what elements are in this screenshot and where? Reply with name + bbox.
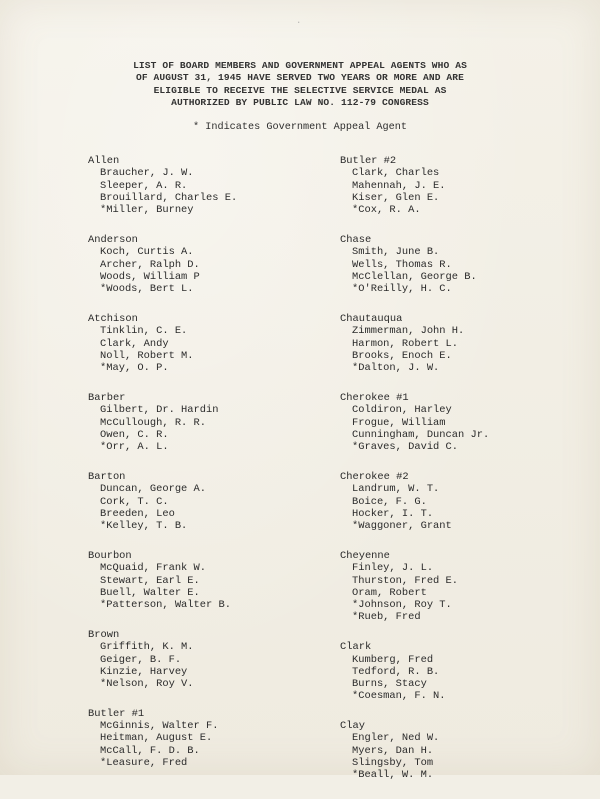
county-name: Allen <box>88 155 120 167</box>
member-name: Geiger, B. F. <box>100 653 182 666</box>
member-name: *Leasure, Fred <box>100 757 188 770</box>
member-name: Duncan, George A. <box>100 483 207 496</box>
county-name: Anderson <box>88 233 138 246</box>
member-name: *Cox, R. A. <box>352 204 421 217</box>
member-name: Oram, Robert <box>352 586 427 599</box>
header-line-4: AUTHORIZED BY PUBLIC LAW NO. 112-79 CONGRESS <box>171 97 429 109</box>
county-name: Chautauqua <box>340 312 403 325</box>
member-name: *Dalton, J. W. <box>352 362 440 375</box>
member-name: Tinklin, C. E. <box>100 325 188 338</box>
member-name: *Johnson, Roy T. <box>352 599 452 612</box>
member-name: Owen, C. R. <box>100 428 169 441</box>
member-name: Cork, T. C. <box>100 495 169 508</box>
county-block <box>88 550 328 611</box>
county-name: Cheyenne <box>340 549 390 562</box>
member-name: *O'Reilly, H. C. <box>352 283 452 296</box>
member-name: Kinzie, Harvey <box>100 665 188 678</box>
county-block <box>88 313 328 374</box>
county-block <box>340 155 580 216</box>
member-name: Boice, F. G. <box>352 495 427 508</box>
member-name: *Beall, W. M. <box>352 769 434 782</box>
member-name: Noll, Robert M. <box>100 349 194 362</box>
member-name: Griffith, K. M. <box>100 641 194 654</box>
county-block <box>340 471 580 532</box>
county-block <box>340 234 580 295</box>
county-block <box>88 471 328 532</box>
county-name: Chase <box>340 233 372 246</box>
member-name: Clark, Andy <box>100 337 169 350</box>
county-block <box>88 392 328 453</box>
county-name: Atchison <box>88 312 138 325</box>
legend-note: * Indicates Government Appeal Agent <box>193 122 407 133</box>
member-name: Smith, June B. <box>352 246 440 259</box>
county-block <box>340 392 580 453</box>
member-name: Mahennah, J. E. <box>352 179 446 192</box>
member-name: Koch, Curtis A. <box>100 246 194 259</box>
member-name: Kiser, Glen E. <box>352 191 440 204</box>
member-name: Cunningham, Duncan Jr. <box>352 428 490 441</box>
county-name: Cherokee #2 <box>340 470 409 483</box>
county-block <box>340 720 580 781</box>
header-line-3: ELIGIBLE TO RECEIVE THE SELECTIVE SERVICE MEDAL AS <box>153 84 447 96</box>
county-name: Cherokee #1 <box>340 391 409 404</box>
county-name: Brown <box>88 628 120 641</box>
member-name: Myers, Dan H. <box>352 744 434 757</box>
member-name: Kumberg, Fred <box>352 653 434 666</box>
header-line-1: LIST OF BOARD MEMBERS AND GOVERNMENT APPEAL AGENTS WHO AS <box>133 60 467 71</box>
member-name: Burns, Stacy <box>352 678 427 691</box>
county-name: Barber <box>88 391 126 404</box>
county-block <box>88 629 328 690</box>
member-name: Buell, Walter E. <box>100 586 200 599</box>
member-name: *Nelson, Roy V. <box>100 678 194 691</box>
member-name: Wells, Thomas R. <box>352 258 452 271</box>
county-block <box>88 234 328 295</box>
member-name: Gilbert, Dr. Hardin <box>100 404 219 417</box>
header-line-2: OF AUGUST 31, 1945 HAVE SERVED TWO YEARS OR MORE AND ARE <box>135 72 464 84</box>
member-name: Braucher, J. W. <box>100 167 194 180</box>
member-name: Slingsby, Tom <box>352 757 434 770</box>
county-name: Clay <box>340 720 365 733</box>
member-name: Frogue, William <box>352 416 446 429</box>
paper-speck: · <box>296 18 302 28</box>
member-name: Brooks, Enoch E. <box>352 349 452 362</box>
member-name: Breeden, Leo <box>100 507 175 520</box>
member-name: McGinnis, Walter F. <box>100 720 219 733</box>
member-name: McQuaid, Frank W. <box>100 562 207 575</box>
member-name: Heitman, August E. <box>100 732 213 745</box>
member-name: Brouillard, Charles E. <box>100 191 238 204</box>
member-name: Clark, Charles <box>352 167 440 180</box>
member-name: *Miller, Burney <box>100 204 194 217</box>
member-name: *Coesman, F. N. <box>352 690 446 703</box>
county-name: Barton <box>88 470 126 483</box>
member-name: Archer, Ralph D. <box>100 258 200 271</box>
member-name: McClellan, George B. <box>352 270 477 283</box>
county-block <box>340 313 580 374</box>
county-block <box>88 708 328 769</box>
member-name: Coldiron, Harley <box>352 404 452 417</box>
member-name: *Orr, A. L. <box>100 441 169 454</box>
member-name: *Woods, Bert L. <box>100 283 194 296</box>
county-name: Bourbon <box>88 549 132 562</box>
document-header <box>100 60 500 110</box>
member-name: Engler, Ned W. <box>352 732 440 745</box>
member-name: *May, O. P. <box>100 362 169 375</box>
member-name: McCullough, R. R. <box>100 416 207 429</box>
member-name: Stewart, Earl E. <box>100 574 200 587</box>
member-name: Finley, J. L. <box>352 562 434 575</box>
member-name: Woods, William P <box>100 270 200 283</box>
county-block <box>340 550 580 624</box>
county-name: Butler #2 <box>340 155 397 167</box>
member-name: Sleeper, A. R. <box>100 179 188 192</box>
member-name: *Kelley, T. B. <box>100 520 188 533</box>
county-block <box>88 155 328 216</box>
left-column <box>88 155 328 787</box>
member-name: *Rueb, Fred <box>352 611 421 624</box>
member-name: Zimmerman, John H. <box>352 325 465 338</box>
member-name: Hocker, I. T. <box>352 507 434 520</box>
member-name: Landrum, W. T. <box>352 483 440 496</box>
member-name: Thurston, Fred E. <box>352 574 459 587</box>
county-name: Butler #1 <box>88 707 145 720</box>
member-name: *Waggoner, Grant <box>352 520 452 533</box>
member-name: McCall, F. D. B. <box>100 744 200 757</box>
member-name: Harmon, Robert L. <box>352 337 459 350</box>
member-name: *Patterson, Walter B. <box>100 599 231 612</box>
county-block <box>340 641 580 702</box>
member-name: *Graves, David C. <box>352 441 459 454</box>
county-name: Clark <box>340 641 372 654</box>
member-name: Tedford, R. B. <box>352 665 440 678</box>
right-column <box>340 155 580 799</box>
